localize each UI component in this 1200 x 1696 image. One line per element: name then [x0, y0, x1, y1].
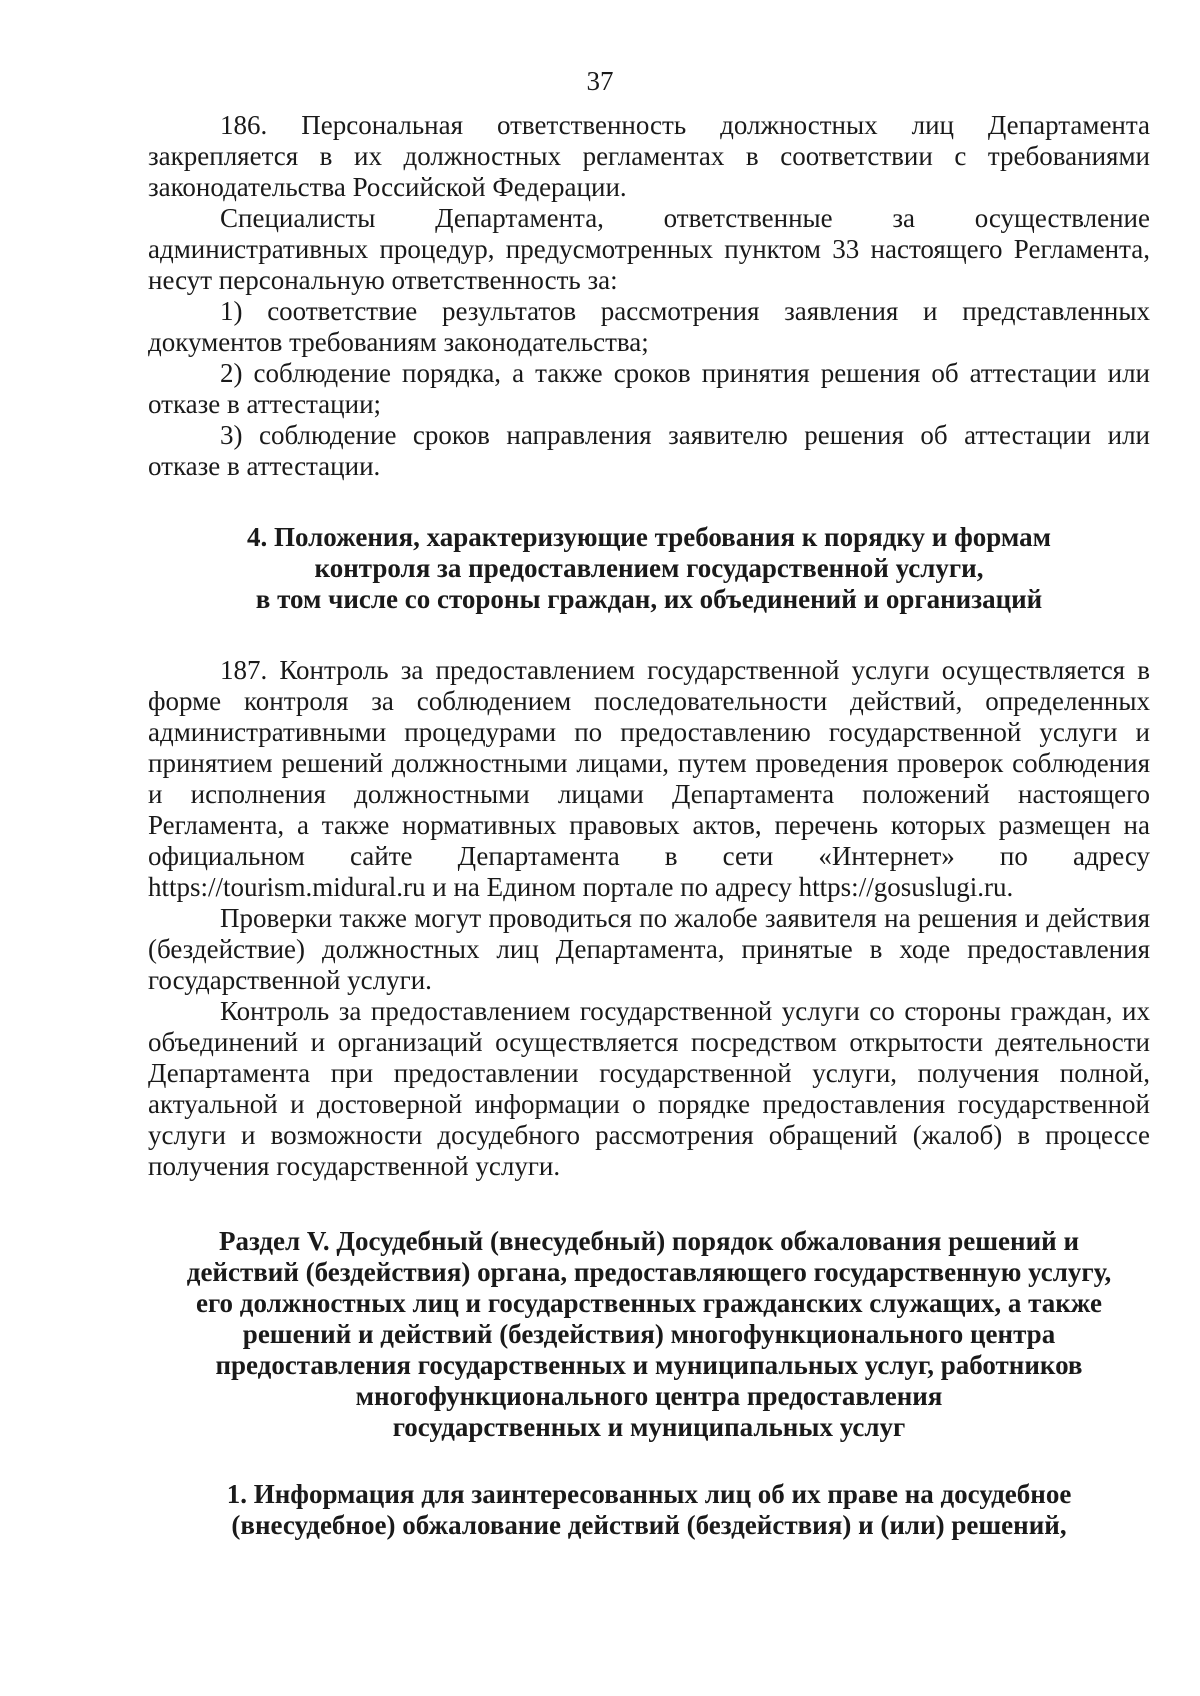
section-5-heading: [148, 1226, 1150, 1443]
paragraph-186: 186. Персональная ответственность должностных лиц Департамента закрепляется в их должностных регламентах в соответствии с требованиями законодательства Российской Федерации.: [148, 110, 1150, 202]
paragraph-187: 187. Контроль за предоставлением государственной услуги осуществляется в форме контроля за соблюдением последовательности действий, определенных административными процедурами по предоставлению государственной услуги и принятием решений должностными лицами, путем проведения проверок соблюдения и исполнения должностными лицами Департамента положений настоящего Регламента, а также нормативных правовых актов, перечень которых размещен на официальном сайте Департамента в сети «Интернет» по адресу https://tourism.midural.ru и на Едином портале по адресу https://gosuslugi.ru.: [148, 655, 1150, 902]
section-5-heading-line: его должностных лиц и государственных гражданских служащих, а также: [195, 1288, 1103, 1318]
subsection-1-heading-line: (внесудебное) обжалование действий (бездействия) и (или) решений,: [231, 1510, 1067, 1540]
list-item-2: 2) соблюдение порядка, а также сроков принятия решения об аттестации или отказе в аттестации;: [148, 358, 1150, 419]
subsection-1-heading: [148, 1479, 1150, 1541]
section-5-heading-line: предоставления государственных и муниципальных услуг, работников: [215, 1350, 1083, 1380]
section-4-heading-line: контроля за предоставлением государственной услуги,: [314, 553, 984, 583]
section-4-heading-line: в том числе со стороны граждан, их объединений и организаций: [255, 584, 1043, 614]
subsection-1-heading-line: 1. Информация для заинтересованных лиц об их праве на досудебное: [226, 1479, 1072, 1509]
section-5-heading-line: Раздел V. Досудебный (внесудебный) порядок обжалования решений и: [218, 1226, 1080, 1256]
page-number: 37: [586, 66, 614, 96]
section-5-heading-line: решений и действий (бездействия) многофункционального центра: [242, 1319, 1056, 1349]
section-5-heading-line: государственных и муниципальных услуг: [392, 1412, 906, 1442]
section-4-heading: [148, 522, 1150, 615]
list-item-3: 3) соблюдение сроков направления заявителю решения об аттестации или отказе в аттестации.: [148, 420, 1150, 481]
list-item-1: 1) соответствие результатов рассмотрения заявления и представленных документов требованиям законодательства;: [148, 296, 1150, 357]
section-4-heading-line: 4. Положения, характеризующие требования к порядку и формам: [247, 522, 1051, 552]
paragraph-inspections: Проверки также могут проводиться по жалобе заявителя на решения и действия (бездействие) должностных лиц Департамента, принятые в ходе предоставления государственной услуги.: [148, 903, 1150, 995]
document-body: [148, 110, 1150, 1541]
section-5-heading-line: действий (бездействия) органа, предоставляющего государственную услугу,: [186, 1257, 1112, 1287]
paragraph-specialists: Специалисты Департамента, ответственные за осуществление административных процедур, предусмотренных пунктом 33 настоящего Регламента, несут персональную ответственность за:: [148, 203, 1150, 295]
section-5-heading-line: многофункционального центра предоставления: [355, 1381, 943, 1411]
paragraph-public-control: Контроль за предоставлением государственной услуги со стороны граждан, их объединений и организаций осуществляется посредством открытости деятельности Департамента при предоставлении государственной услуги, получения полной, актуальной и достоверной информации о порядке предоставления государственной услуги и возможности досудебного рассмотрения обращений (жалоб) в процессе получения государственной услуги.: [148, 996, 1150, 1181]
